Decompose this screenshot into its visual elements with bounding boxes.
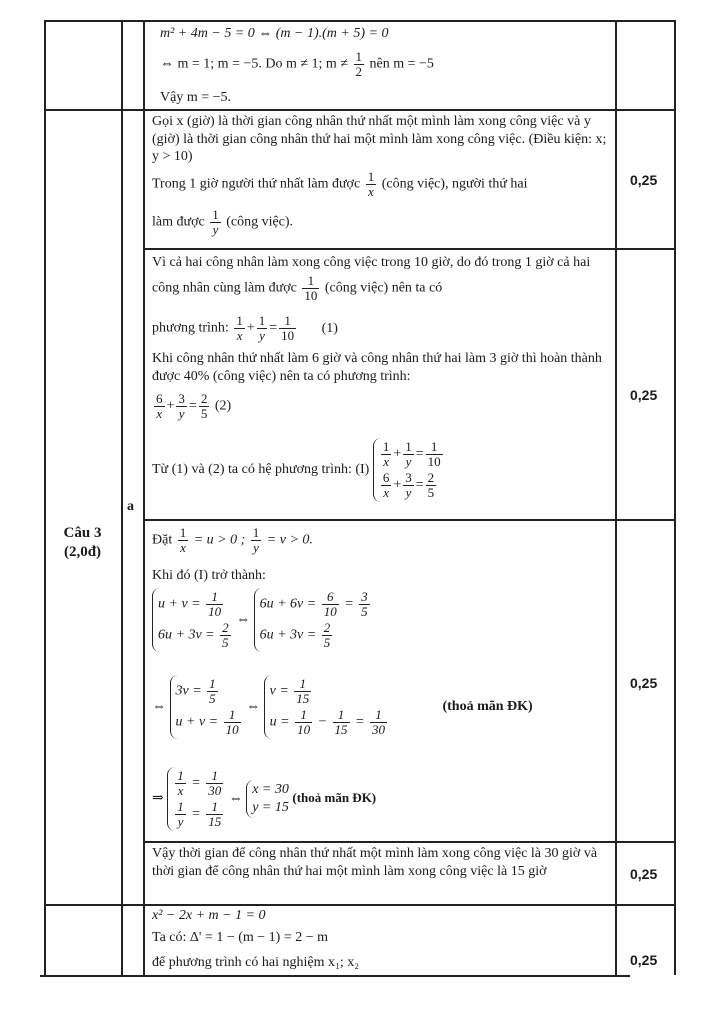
fraction-1-over-y: $\frac{1}{y}$ — [212, 207, 219, 237]
score-row-3: 0,25 — [630, 675, 658, 691]
row-line-5 — [44, 904, 675, 906]
row-line-top — [44, 20, 675, 22]
substitution-label: Đặt — [152, 532, 173, 548]
m-solutions-text: ⇔ m = 1; m = −5. Do m ≠ 1; m ≠ — [160, 56, 349, 72]
rate-second-text: làm được — [152, 214, 205, 230]
score-row-1: 0,25 — [630, 172, 658, 188]
fraction-half: $\frac{1}{2}$ — [355, 49, 363, 79]
answer-table — [44, 20, 675, 975]
score-row-4: 0,25 — [630, 866, 658, 882]
sub-u: = u > 0 ; — [193, 532, 246, 548]
rate-second-end: (công việc). — [226, 214, 294, 230]
conclusion-paragraph: Vậy thời gian để công nhân thứ nhất một mình làm xong công việc là 30 giờ và thời gian để công nhân thứ hai một mình làm xong công việc là 15 giờ — [152, 846, 598, 879]
equation-1-line: phương trình: $\frac{1}{x}$ + $\frac{1}{y}$ = $\frac{1}{10}$ (1) — [152, 313, 338, 343]
row-line-3 — [143, 519, 675, 521]
table-border-right — [674, 20, 676, 975]
combined-rate-text: Vì cả hai công nhân làm xong công việc trong 10 giờ, do đó trong 1 giờ cả hai công nhân cùng làm được — [152, 255, 591, 296]
transform-label: Khi đó (I) trở thành: — [152, 568, 266, 583]
part-label: a — [127, 499, 134, 514]
fraction-1-over-x: $\frac{1}{x}$ — [367, 169, 375, 199]
quadratic-x-line: x² − 2x + m − 1 = 0 — [152, 908, 266, 923]
system-I: $\frac{1}{x}$ + $\frac{1}{y}$ = $\frac{1}{10}$ $\frac{6}{x}$ + $\frac{3}{y}$ = $\frac{2}{5}$ — [373, 438, 445, 502]
delta-line: Ta có: Δ' = 1 − (m − 1) = 2 − m — [152, 930, 328, 945]
equation-1-label: phương trình: — [152, 320, 229, 336]
system-uv-line: u + v = $\frac{1}{10}$ 6u + 3v = $\frac{2}{5}$ ⇔ 6u + 6v = $\frac{6}{10}$ = $\frac{3}{5}$ 6u + 3v = $\frac{2}{5}$ — [152, 588, 372, 652]
fraction-1-over-10: $\frac{1}{10}$ — [304, 272, 318, 303]
two-roots-line: để phương trình có hai nghiệm x₁; x₂ — [152, 955, 360, 970]
percent-paragraph: Khi công nhân thứ nhất làm 6 giờ và công nhân thứ hai làm 3 giờ thì hoàn thành được 40% (công việc) nên ta có phương trình: — [152, 351, 602, 384]
score-row-2: 0,25 — [630, 387, 658, 403]
m-solutions-line — [160, 50, 434, 79]
table-divider-1 — [121, 20, 123, 975]
system-line — [152, 438, 445, 502]
question-score: (2,0đ) — [63, 543, 102, 560]
question-label — [44, 524, 121, 562]
intro-paragraph: Gọi x (giờ) là thời gian công nhân thứ nhất một mình làm xong công việc và y (giờ) là thời gian công nhân thứ hai một mình làm xong công việc. (Điều kiện: x; y > 10) — [152, 114, 607, 164]
condition-ok-1: (thoả mãn ĐK) — [442, 699, 533, 715]
question-title: Câu 3 — [63, 525, 102, 541]
table-divider-3 — [615, 20, 617, 975]
row-line-4 — [143, 841, 675, 843]
equation-2-line: $\frac{6}{x}$ + $\frac{3}{y}$ = $\frac{2}{5}$ (2) — [156, 391, 232, 421]
equation-1-tag: (1) — [321, 320, 338, 336]
table-border-left — [44, 20, 46, 975]
m-solutions-end: nên m = −5 — [369, 56, 434, 72]
rate-first-end: (công việc), người thứ hai — [381, 176, 528, 192]
equation-2-tag: (2) — [214, 398, 232, 414]
sub-v: = v > 0. — [266, 532, 313, 548]
row-line-2 — [143, 248, 675, 250]
rate-first-line — [152, 170, 528, 199]
table-divider-2 — [143, 20, 145, 975]
combined-rate-paragraph — [152, 252, 607, 303]
system-xy-line: ⇒ $\frac{1}{x}$ = $\frac{1}{30}$ $\frac{1}{y}$ = $\frac{1}{15}$ ⇔ x = 30 y = 15 (thoả mãn ĐK) — [152, 768, 377, 829]
system-solve-line: ⇔ 3v = $\frac{1}{5}$ u + v = $\frac{1}{10}$ ⇔ v = $\frac{1}{15}$ u = $\frac{1}{10}$ − $\frac{1}{15}$ = $\frac{1}{30}$ (thoả mãn ĐK) — [152, 676, 533, 737]
rate-first-text: Trong 1 giờ người thứ nhất làm được — [152, 176, 361, 192]
score-row-5: 0,25 — [630, 952, 658, 968]
substitution-line: Đặt $\frac{1}{x}$ = u > 0 ; $\frac{1}{y}$ = v > 0. — [152, 525, 313, 555]
condition-ok-2: (thoả mãn ĐK) — [292, 790, 377, 806]
system-label: Từ (1) và (2) ta có hệ phương trình: (I) — [152, 462, 370, 478]
rate-second-line — [152, 208, 293, 237]
m-conclusion: Vậy m = −5. — [160, 90, 232, 105]
page-bottom-rule — [40, 975, 630, 977]
row-line-1 — [44, 109, 675, 111]
combined-rate-end: (công việc) nên ta có — [324, 280, 443, 296]
eq-quadratic-m: m² + 4m − 5 = 0 ⇔ (m − 1).(m + 5) = 0 — [160, 26, 389, 41]
